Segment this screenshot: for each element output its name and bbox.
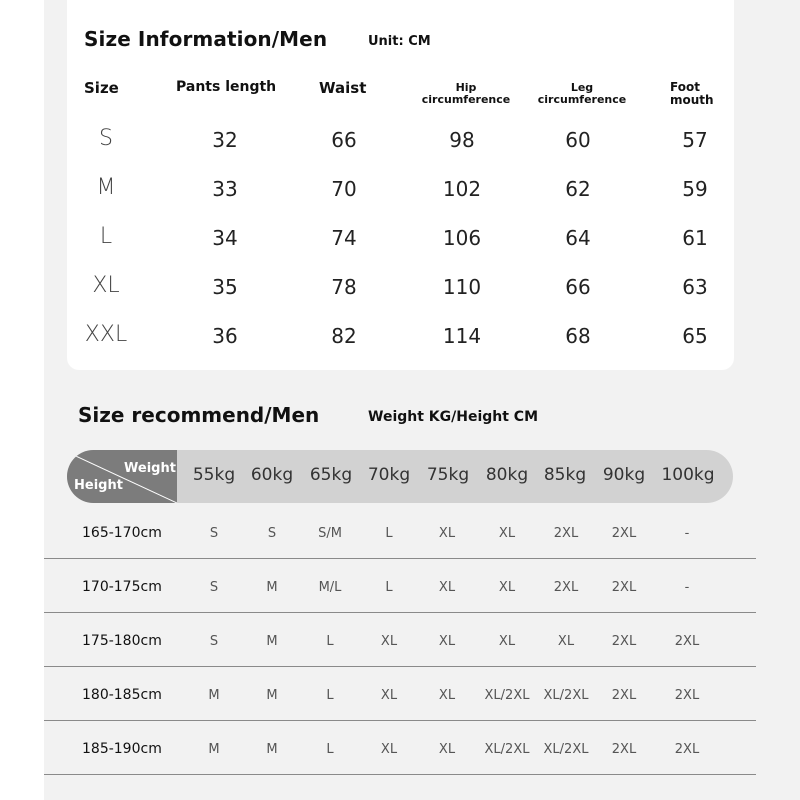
size-cell: M/L bbox=[318, 580, 342, 595]
header-leg-line2: circumference bbox=[537, 92, 627, 106]
pants-length-value: 32 bbox=[212, 128, 238, 152]
waist-value: 82 bbox=[331, 324, 357, 348]
size-cell: XL/2XL bbox=[543, 688, 589, 703]
weight-col-header: 70kg bbox=[367, 465, 411, 485]
weight-col-header: 55kg bbox=[192, 465, 236, 485]
height-range-label: 175-180cm bbox=[82, 633, 162, 649]
header-foot-line2: mouth bbox=[670, 92, 714, 107]
row-divider bbox=[44, 612, 756, 613]
row-divider bbox=[44, 558, 756, 559]
size-label: XXL bbox=[84, 322, 128, 347]
size-cell: 2XL bbox=[611, 634, 637, 649]
corner-diagonal-line bbox=[67, 450, 177, 503]
height-range-label: 185-190cm bbox=[82, 741, 162, 757]
size-recommend-unit: Weight KG/Height CM bbox=[368, 409, 539, 425]
size-cell: 2XL bbox=[553, 580, 579, 595]
size-cell: 2XL bbox=[611, 742, 637, 757]
hip-value: 114 bbox=[442, 324, 482, 348]
size-cell: 2XL bbox=[553, 526, 579, 541]
weight-col-header: 65kg bbox=[309, 465, 353, 485]
hip-value: 102 bbox=[442, 177, 482, 201]
header-leg-line1: Leg bbox=[570, 81, 594, 94]
waist-value: 70 bbox=[331, 177, 357, 201]
size-cell: S bbox=[209, 634, 219, 649]
size-info-title: Size Information/Men bbox=[84, 27, 328, 51]
weight-col-header: 80kg bbox=[485, 465, 529, 485]
header-pants-length: Pants length bbox=[176, 79, 277, 95]
size-cell: XL/2XL bbox=[543, 742, 589, 757]
leg-value: 60 bbox=[565, 128, 591, 152]
size-info-unit: Unit: CM bbox=[368, 34, 431, 49]
header-hip-line2: circumference bbox=[421, 92, 511, 106]
pants-length-value: 36 bbox=[212, 324, 238, 348]
size-recommend-title: Size recommend/Men bbox=[78, 403, 320, 427]
size-cell: M bbox=[266, 634, 278, 649]
weight-col-header: 75kg bbox=[426, 465, 470, 485]
size-cell: XL bbox=[438, 634, 456, 649]
size-info-card bbox=[67, 0, 734, 370]
corner-cell bbox=[67, 450, 177, 503]
size-cell: - bbox=[684, 526, 690, 541]
pants-length-value: 35 bbox=[212, 275, 238, 299]
size-cell: XL/2XL bbox=[484, 688, 530, 703]
size-cell: 2XL bbox=[611, 580, 637, 595]
waist-value: 66 bbox=[331, 128, 357, 152]
row-divider bbox=[44, 720, 756, 721]
hip-value: 98 bbox=[449, 128, 475, 152]
height-range-label: 180-185cm bbox=[82, 687, 162, 703]
size-cell: M bbox=[266, 580, 278, 595]
weight-col-header: 100kg bbox=[661, 465, 715, 485]
size-cell: XL bbox=[438, 526, 456, 541]
size-cell: XL bbox=[380, 688, 398, 703]
corner-weight-label: Weight bbox=[124, 461, 176, 476]
size-cell: M bbox=[208, 688, 220, 703]
waist-value: 74 bbox=[331, 226, 357, 250]
size-label: L bbox=[99, 224, 113, 249]
hip-value: 110 bbox=[442, 275, 482, 299]
size-cell: XL bbox=[557, 634, 575, 649]
corner-height-label: Height bbox=[74, 478, 123, 493]
size-cell: S/M bbox=[318, 526, 342, 541]
size-cell: 2XL bbox=[674, 688, 700, 703]
foot-value: 59 bbox=[682, 177, 708, 201]
size-cell: XL bbox=[498, 526, 516, 541]
size-cell: XL bbox=[380, 742, 398, 757]
size-cell: L bbox=[326, 634, 334, 649]
pants-length-value: 33 bbox=[212, 177, 238, 201]
size-cell: 2XL bbox=[611, 688, 637, 703]
foot-value: 63 bbox=[682, 275, 708, 299]
leg-value: 66 bbox=[565, 275, 591, 299]
size-cell: L bbox=[385, 526, 393, 541]
size-label: XL bbox=[92, 273, 120, 298]
foot-value: 61 bbox=[682, 226, 708, 250]
leg-value: 62 bbox=[565, 177, 591, 201]
header-hip-line1: Hip bbox=[455, 81, 477, 94]
size-cell: S bbox=[209, 580, 219, 595]
size-cell: S bbox=[267, 526, 277, 541]
size-cell: M bbox=[266, 742, 278, 757]
header-foot-line1: Foot bbox=[670, 80, 700, 94]
size-cell: - bbox=[684, 580, 690, 595]
size-cell: XL bbox=[438, 742, 456, 757]
hip-value: 106 bbox=[442, 226, 482, 250]
header-size: Size bbox=[84, 79, 119, 97]
size-label: S bbox=[99, 126, 113, 151]
size-cell: XL bbox=[380, 634, 398, 649]
leg-value: 68 bbox=[565, 324, 591, 348]
size-cell: L bbox=[326, 688, 334, 703]
leg-value: 64 bbox=[565, 226, 591, 250]
size-cell: XL bbox=[438, 580, 456, 595]
row-divider bbox=[44, 666, 756, 667]
size-label: M bbox=[96, 175, 116, 200]
size-cell: M bbox=[266, 688, 278, 703]
waist-value: 78 bbox=[331, 275, 357, 299]
header-waist: Waist bbox=[319, 79, 367, 97]
foot-value: 65 bbox=[682, 324, 708, 348]
height-range-label: 170-175cm bbox=[82, 579, 162, 595]
size-cell: L bbox=[385, 580, 393, 595]
size-cell: 2XL bbox=[674, 742, 700, 757]
size-cell: L bbox=[326, 742, 334, 757]
weight-col-header: 90kg bbox=[602, 465, 646, 485]
size-cell: XL bbox=[498, 580, 516, 595]
header-foot bbox=[670, 81, 714, 106]
pants-length-value: 34 bbox=[212, 226, 238, 250]
size-cell: M bbox=[208, 742, 220, 757]
size-cell: XL bbox=[498, 634, 516, 649]
weight-col-header: 85kg bbox=[543, 465, 587, 485]
header-hip bbox=[414, 82, 518, 105]
size-cell: 2XL bbox=[674, 634, 700, 649]
size-cell: S bbox=[209, 526, 219, 541]
weight-col-header: 60kg bbox=[250, 465, 294, 485]
size-cell: XL bbox=[438, 688, 456, 703]
size-cell: 2XL bbox=[611, 526, 637, 541]
header-leg bbox=[531, 82, 633, 105]
row-divider bbox=[44, 774, 756, 775]
height-range-label: 165-170cm bbox=[82, 525, 162, 541]
foot-value: 57 bbox=[682, 128, 708, 152]
size-cell: XL/2XL bbox=[484, 742, 530, 757]
